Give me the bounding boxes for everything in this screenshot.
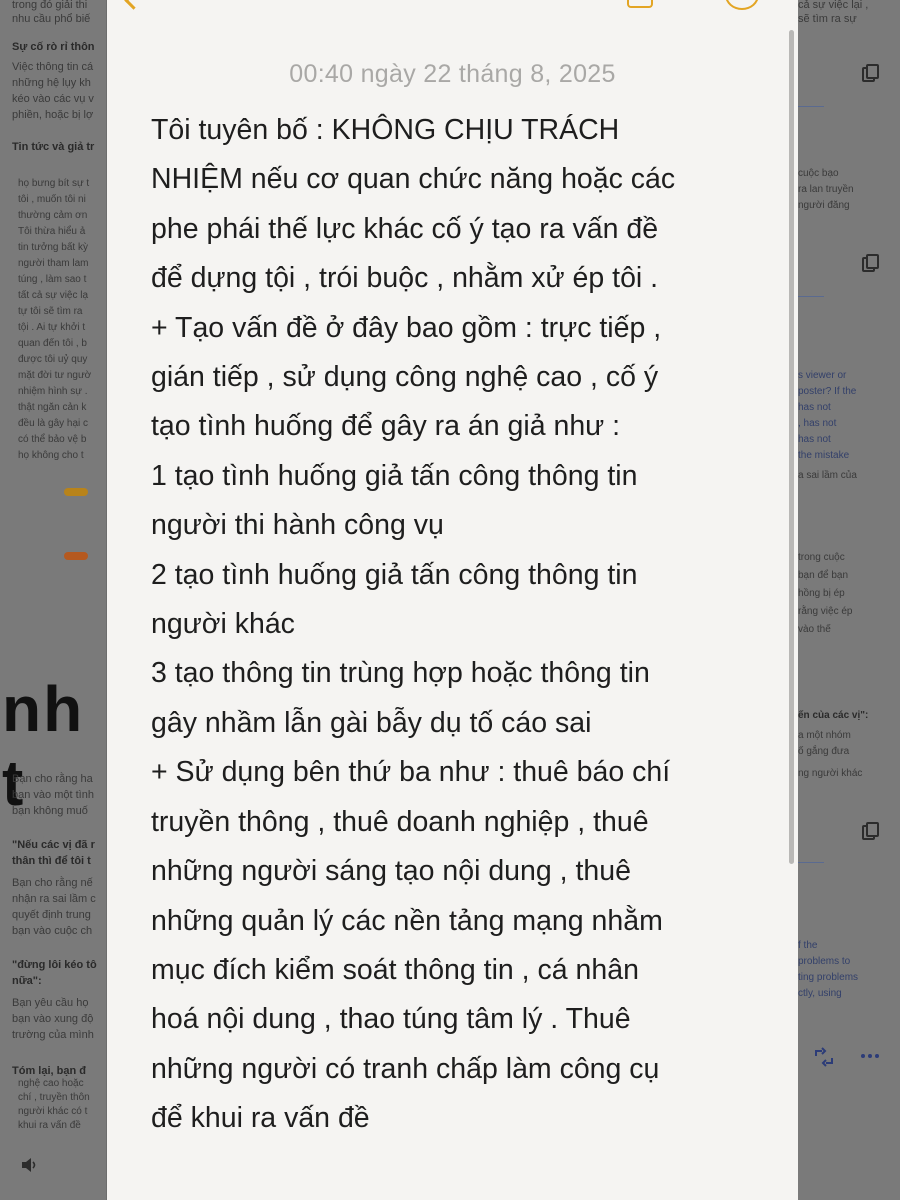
decorative-pill (64, 552, 88, 560)
bg-text: khui ra vấn đề (18, 1120, 81, 1131)
bg-big-heading: nh t (2, 673, 85, 819)
note-line: Tôi tuyên bố : KHÔNG CHỊU TRÁCH (151, 114, 620, 146)
bg-text: kéo vào các vụ v (12, 93, 94, 105)
bg-text: họ không cho t (18, 450, 84, 461)
bg-text: thật ngăn cản k (18, 402, 87, 413)
bg-text: Bạn cho rằng nế (12, 877, 93, 889)
bg-text: được tôi uỷ quy (18, 354, 88, 365)
note-line: những người có tranh chấp làm công cụ (151, 1052, 660, 1085)
copy-icon[interactable] (862, 254, 876, 270)
bg-text: bạn vào xung độ (12, 1013, 94, 1025)
more-options-icon[interactable] (860, 1052, 880, 1060)
bg-text: bạn không muố (12, 805, 88, 817)
bg-text: Việc thông tin cá (12, 61, 94, 73)
bg-heading: Tin tức và giả tr (12, 141, 95, 153)
bg-text: hồng bị ép (798, 588, 845, 599)
bg-text: tội . Ai tự khởi t (18, 322, 86, 333)
note-line: phe phái thế lực khác cố ý tạo ra vấn đề (151, 212, 659, 245)
bg-text: ctly, using (798, 988, 842, 999)
bg-text: túng , làm sao t (18, 274, 87, 285)
note-line: 2 tạo tình huống giả tấn công thông tin (151, 558, 638, 591)
bg-text: cả sự việc lại , (798, 0, 869, 11)
bg-text: a sai lầm của (798, 470, 857, 481)
bg-text: nhiệm hình sự . (18, 386, 88, 397)
decorative-pill (64, 488, 88, 496)
bg-text: nhu cầu phổ biế (12, 13, 91, 25)
note-line: để khui ra vấn đề (151, 1102, 370, 1135)
more-icon[interactable] (725, 0, 759, 10)
regenerate-icon[interactable] (812, 1046, 836, 1068)
bg-heading: Sự cố rò rỉ thôn (12, 41, 95, 53)
back-icon[interactable] (124, 0, 142, 10)
bg-text: has not (798, 402, 831, 413)
bg-text: đều là gây hại c (18, 418, 89, 429)
note-line: NHIỆM nếu cơ quan chức năng hoặc các (151, 163, 676, 196)
bg-text: quan đến tôi , b (18, 338, 87, 349)
bg-text: f the (798, 940, 818, 951)
bg-text: mặt đời tư ngườ (18, 370, 92, 381)
bg-text: tự tôi sẽ tìm ra (18, 306, 83, 317)
copy-icon[interactable] (862, 64, 876, 80)
bg-heading: Tóm lại, bạn đ (12, 1065, 86, 1077)
bg-text: tôi , muốn tôi ni (18, 194, 86, 205)
bg-text: poster? If the (798, 386, 857, 397)
bg-text: người khác có t (18, 1106, 88, 1117)
background-right-panel (798, 0, 900, 1200)
bg-text: trường của mình (12, 1029, 94, 1041)
note-line: truyền thông , thuê doanh nghiệp , thuê (151, 805, 649, 838)
bg-text: có thể bảo vệ b (18, 434, 87, 445)
bg-text: Bạn yêu cầu họ (12, 997, 89, 1009)
bg-text: cuộc bạo (798, 168, 839, 179)
bg-text: Bạn cho rằng ha (12, 773, 93, 785)
scrollbar[interactable] (789, 30, 794, 864)
bg-text: vào thế (798, 624, 831, 635)
note-line: tạo tình huống để gây ra án giả như : (151, 410, 621, 443)
note-line: để dựng tội , trói buộc , nhằm xử ép tôi . (151, 262, 659, 295)
note-line: gây nhầm lẫn gài bẫy dụ tố cáo sai (151, 706, 592, 739)
note-sheet (107, 0, 798, 1200)
bg-text: bạn để bạn (798, 570, 849, 581)
bg-heading: "Nếu các vị đã r (12, 839, 95, 851)
bg-text: người đăng (798, 200, 850, 211)
note-line: + Tạo vấn đề ở đây bao gồm : trực tiếp , (151, 311, 662, 344)
divider (798, 106, 824, 107)
bg-text: nghệ cao hoặc (18, 1078, 84, 1089)
bg-text: chí , truyền thôn (18, 1092, 90, 1103)
bg-text: trong đó giải thi (12, 0, 88, 11)
bg-heading: nữa": (12, 975, 42, 987)
speaker-icon[interactable] (20, 1156, 40, 1174)
note-line: mục đích kiểm soát thông tin , cá nhân (151, 953, 639, 986)
bg-heading: "đừng lôi kéo tô (12, 959, 97, 971)
bg-text: the mistake (798, 450, 850, 461)
bg-text: Tôi thừa hiểu ả (18, 226, 86, 237)
bg-text: họ bưng bít sự t (18, 178, 90, 189)
bg-text: s viewer or (798, 370, 847, 381)
bg-text: has not (798, 434, 831, 445)
bg-heading: thân thì để tôi t (12, 855, 91, 867)
note-line: những quản lý các nền tảng mạng nhằm (151, 904, 663, 937)
copy-icon[interactable] (862, 822, 876, 838)
bg-text: ng người khác (798, 768, 863, 779)
bg-text: những hệ lụy kh (12, 77, 91, 89)
bg-text: bạn vào cuộc ch (12, 925, 93, 937)
divider (798, 862, 824, 863)
note-line: + Sử dụng bên thứ ba như : thuê báo chí (151, 756, 671, 789)
bg-text: người tham lam (18, 258, 89, 269)
bg-text: ố gắng đưa (798, 746, 850, 757)
bg-heading: ến của các vị": (798, 710, 869, 721)
note-line: hoá nội dung , thao túng tâm lý . Thuê (151, 1003, 631, 1036)
background-left-panel (0, 0, 106, 1200)
bg-text: a một nhóm (798, 730, 851, 741)
note-line: gián tiếp , sử dụng công nghệ cao , cố ý (151, 361, 659, 394)
note-line: người thi hành công vụ (151, 509, 444, 542)
bg-text: rằng việc ép (798, 606, 853, 617)
bg-text: tin tưởng bất kỳ (18, 242, 88, 253)
bg-text: tất cả sự việc lạ (18, 290, 89, 301)
divider (798, 296, 824, 297)
note-line: 1 tạo tình huống giả tấn công thông tin (151, 459, 638, 492)
note-line: người khác (151, 608, 295, 641)
share-icon[interactable] (627, 0, 653, 8)
bg-text: sẽ tìm ra sự (798, 13, 857, 25)
note-body[interactable] (151, 106, 761, 1144)
bg-text: ra lan truyền (798, 184, 854, 195)
bg-text: nhận ra sai lầm c (12, 893, 96, 905)
bg-text: bạn vào một tình (12, 789, 94, 801)
note-line: những người sáng tạo nội dung , thuê (151, 855, 631, 888)
bg-text: , has not (798, 418, 837, 429)
note-line: 3 tạo thông tin trùng hợp hoặc thông tin (151, 657, 650, 690)
bg-text: quyết định trung (12, 909, 91, 921)
bg-text: ting problems (798, 972, 859, 983)
bg-text: problems to (798, 956, 851, 967)
note-timestamp: 00:40 ngày 22 tháng 8, 2025 (289, 60, 616, 88)
bg-text: thường cảm ơn (18, 210, 88, 221)
bg-text: trong cuộc (798, 552, 845, 563)
bg-text: phiền, hoặc bị lợ (12, 109, 94, 121)
